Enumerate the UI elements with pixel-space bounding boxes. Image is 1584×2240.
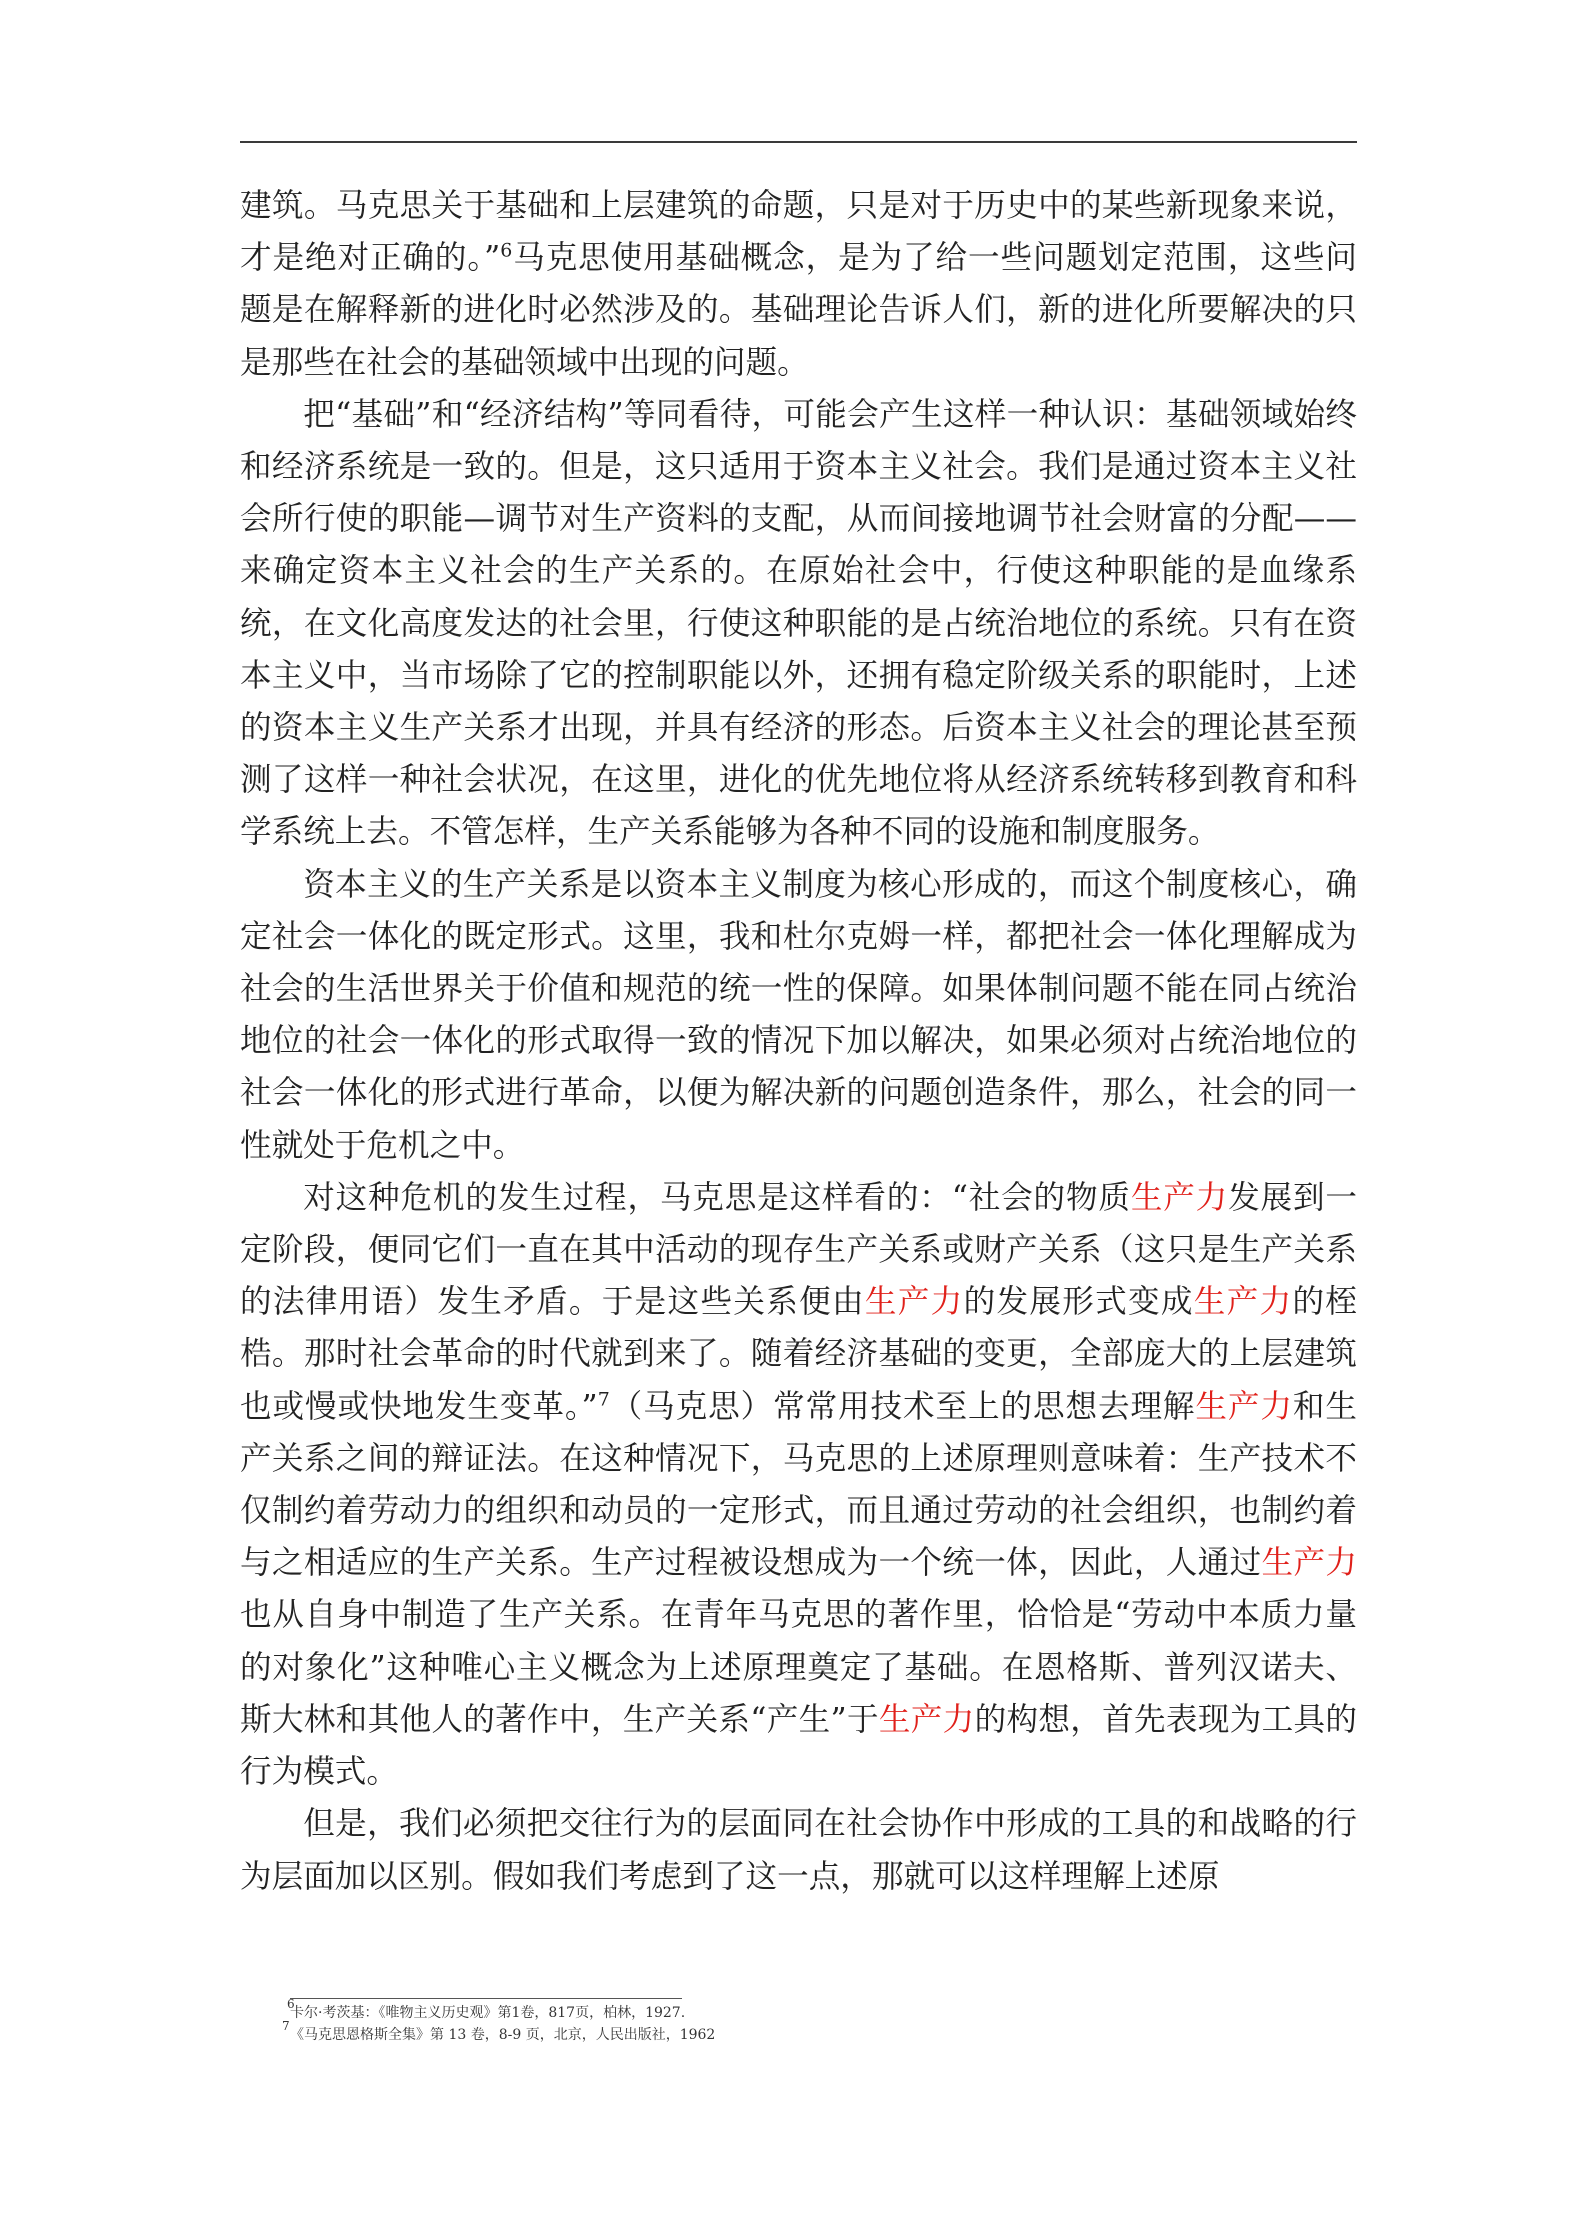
footnote-reference: 7 [597,1388,610,1411]
text-run: 发展到一定阶段，便同它们一直在其中活动的现存生产关系或财产关系（这只是生产关系的法律用语）发生矛盾。于是这些关系便由 [240,1179,1357,1321]
highlighted-term: 生产力 [1130,1179,1229,1216]
highlighted-term: 生产力 [864,1284,964,1321]
footnote-text: 卡尔·考茨基：《唯物主义历史观》第1卷，817页，柏林，1927. [290,2005,686,2021]
footnote-6 [287,1997,1190,2024]
paragraph [240,1798,1357,1902]
header-rule [240,141,1357,143]
text-run: 对这种危机的发生过程，马克思是这样看的：“社会的物质 [303,1179,1131,1216]
paragraph [240,1172,1357,1798]
footnote-number: 7 [282,2019,290,2033]
text-run: 建筑。马克思关于基础和上层建筑的命题，只是对于历史中的某些新现象来说，才是绝对正确的。” [240,188,1357,277]
highlighted-term: 生产力 [1193,1284,1293,1321]
footnotes [282,1997,1190,2046]
text-run: 把“基础”和“经济结构”等同看待，可能会产生这样一种认识：基础领域始终和经济系统是一致的。但是，这只适用于资本主义社会。我们是通过资本主义社会所行使的职能—调节对生产资料的支配，从而间接地调节社会财富的分配——来确定资本主义社会的生产关系的。在原始社会中，行使这种职能的是血缘系统，在文化高度发达的社会里，行使这种职能的是占统治地位的系统。只有在资本主义中，当市场除了它的控制职能以外，还拥有稳定阶级关系的职能时，上述的资本主义生产关系才出现，并具有经济的形态。后资本主义社会的理论甚至预测了这样一种社会状况，在这里，进化的优先地位将从经济系统转移到教育和科学系统上去。不管怎样，生产关系能够为各种不同的设施和制度服务。 [240,396,1357,851]
text-run: 马克思使用基础概念，是为了给一些问题划定范围，这些问题是在解释新的进化时必然涉及的。基础理论告诉人们，新的进化所要解决的只是那些在社会的基础领域中出现的问题。 [240,240,1357,381]
footnote-number: 6 [287,1997,295,2011]
footnote-rule [290,1998,682,1999]
text-run: 的构想，首先表现为工具的行为模式。 [240,1701,1357,1791]
text-run: 的桎梏。那时社会革命的时代就到来了。随着经济基础的变更，全部庞大的上层建筑也或慢或快地发生变革。” [240,1284,1357,1425]
paragraph [240,859,1357,1172]
footnote-reference: 6 [500,239,513,262]
paragraph [240,180,1357,389]
paragraph [240,389,1357,859]
highlighted-term: 生产力 [878,1701,975,1738]
highlighted-term: 生产力 [1261,1545,1357,1582]
text-run: 资本主义的生产关系是以资本主义制度为核心形成的，而这个制度核心，确定社会一体化的既定形式。这里，我和杜尔克姆一样，都把社会一体化理解成为社会的生活世界关于价值和规范的统一性的保障。如果体制问题不能在同占统治地位的社会一体化的形式取得一致的情况下加以解决，如果必须对占统治地位的社会一体化的形式进行革命，以便为解决新的问题创造条件，那么，社会的同一性就处于危机之中。 [240,866,1357,1164]
footnote-7 [282,2019,1190,2046]
highlighted-term: 生产力 [1195,1388,1293,1425]
text-run: 但是，我们必须把交往行为的层面同在社会协作中形成的工具的和战略的行为层面加以区别。假如我们考虑到了这一点，那就可以这样理解上述原 [240,1806,1357,1895]
text-run: 的发展形式变成 [963,1284,1194,1321]
text-run: （马克思）常常用技术至上的思想去理解 [609,1388,1196,1425]
text-run: 也从自身中制造了生产关系。在青年马克思的著作里，恰恰是“劳动中本质力量的对象化”这种唯心主义概念为上述原理奠定了基础。在恩格斯、普列汉诺夫、斯大林和其他人的著作中，生产关系“产生”于 [240,1597,1357,1738]
text-run: 和生产关系之间的辩证法。在这种情况下，马克思的上述原理则意味着：生产技术不仅制约着劳动力的组织和动员的一定形式，而且通过劳动的社会组织，也制约着与之相适应的生产关系。生产过程被设想成为一个统一体，因此，人通过 [240,1388,1357,1582]
body-text [240,180,1357,1903]
footnote-text: 《马克思恩格斯全集》第 13 卷，8-9 页，北京，人民出版社，1962 [290,2027,716,2043]
